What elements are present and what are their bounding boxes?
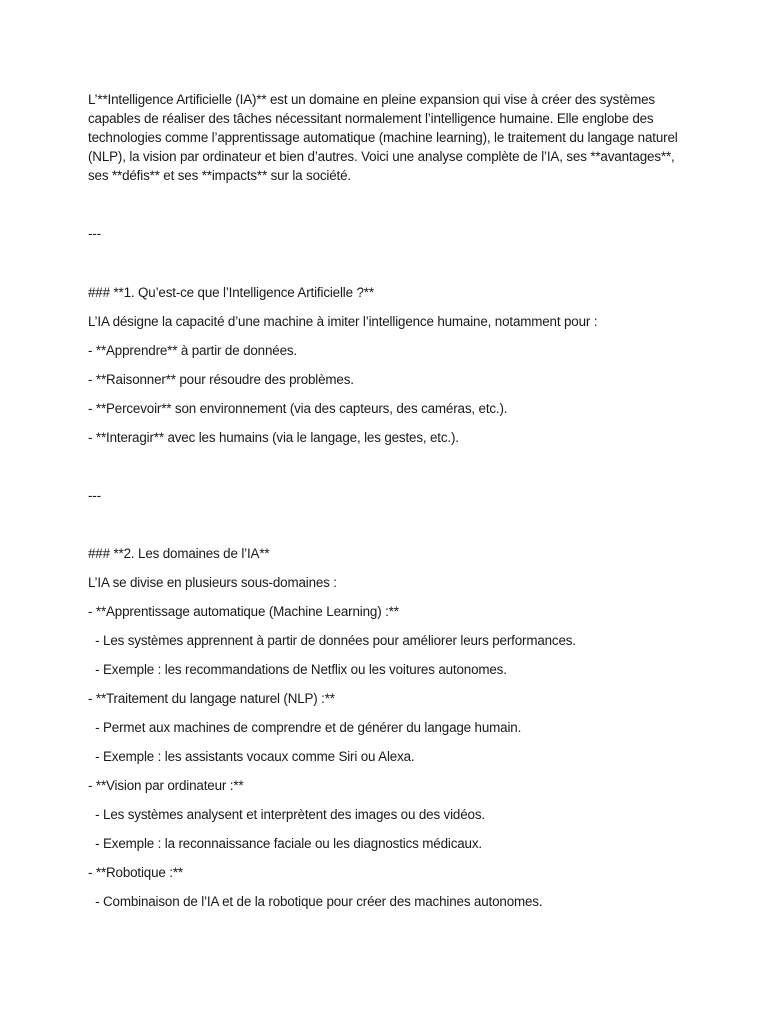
list-item: - **Apprentissage automatique (Machine Learning) :**	[88, 604, 399, 619]
sub-list-item: - Les systèmes apprennent à partir de données pour améliorer leurs performances.	[88, 633, 576, 648]
list-item: - **Percevoir** son environnement (via des capteurs, des caméras, etc.).	[88, 401, 508, 416]
list-item: - **Raisonner** pour résoudre des problèmes.	[88, 372, 354, 387]
sub-list-item: - Les systèmes analysent et interprètent des images ou des vidéos.	[88, 807, 485, 822]
separator: ---	[88, 226, 101, 241]
list-item: - **Traitement du langage naturel (NLP) :**	[88, 691, 335, 706]
intro-line: (NLP), la vision par ordinateur et bien d’autres. Voici une analyse complète de l’IA, ses **avantages**,	[88, 149, 675, 164]
sub-list-item: - Combinaison de l’IA et de la robotique pour créer des machines autonomes.	[88, 894, 543, 909]
intro-line: L’**Intelligence Artificielle (IA)** est un domaine en pleine expansion qui vise à créer des systèmes	[88, 92, 655, 107]
section-1-intro: L’IA désigne la capacité d’une machine à imiter l’intelligence humaine, notamment pour :	[88, 314, 598, 329]
intro-line: technologies comme l’apprentissage automatique (machine learning), le traitement du langage naturel	[88, 130, 678, 145]
sub-list-item: - Permet aux machines de comprendre et de générer du langage humain.	[88, 720, 522, 735]
intro-paragraph	[88, 90, 688, 185]
separator: ---	[88, 488, 101, 503]
list-item: - **Apprendre** à partir de données.	[88, 343, 297, 358]
sub-list-item: - Exemple : la reconnaissance faciale ou les diagnostics médicaux.	[88, 836, 482, 851]
list-item: - **Robotique :**	[88, 865, 183, 880]
sub-list-item: - Exemple : les assistants vocaux comme Siri ou Alexa.	[88, 749, 415, 764]
sub-list-item: - Exemple : les recommandations de Netflix ou les voitures autonomes.	[88, 662, 507, 677]
intro-line: ses **défis** et ses **impacts** sur la société.	[88, 168, 351, 183]
section-1-heading: ### **1. Qu’est-ce que l’Intelligence Artificielle ?**	[88, 285, 374, 300]
intro-line: capables de réaliser des tâches nécessitant normalement l’intelligence humaine. Elle englobe des	[88, 111, 654, 126]
section-2-heading: ### **2. Les domaines de l’IA**	[88, 546, 270, 561]
section-2-intro: L’IA se divise en plusieurs sous-domaines :	[88, 575, 337, 590]
list-item: - **Interagir** avec les humains (via le langage, les gestes, etc.).	[88, 430, 459, 445]
list-item: - **Vision par ordinateur :**	[88, 778, 244, 793]
